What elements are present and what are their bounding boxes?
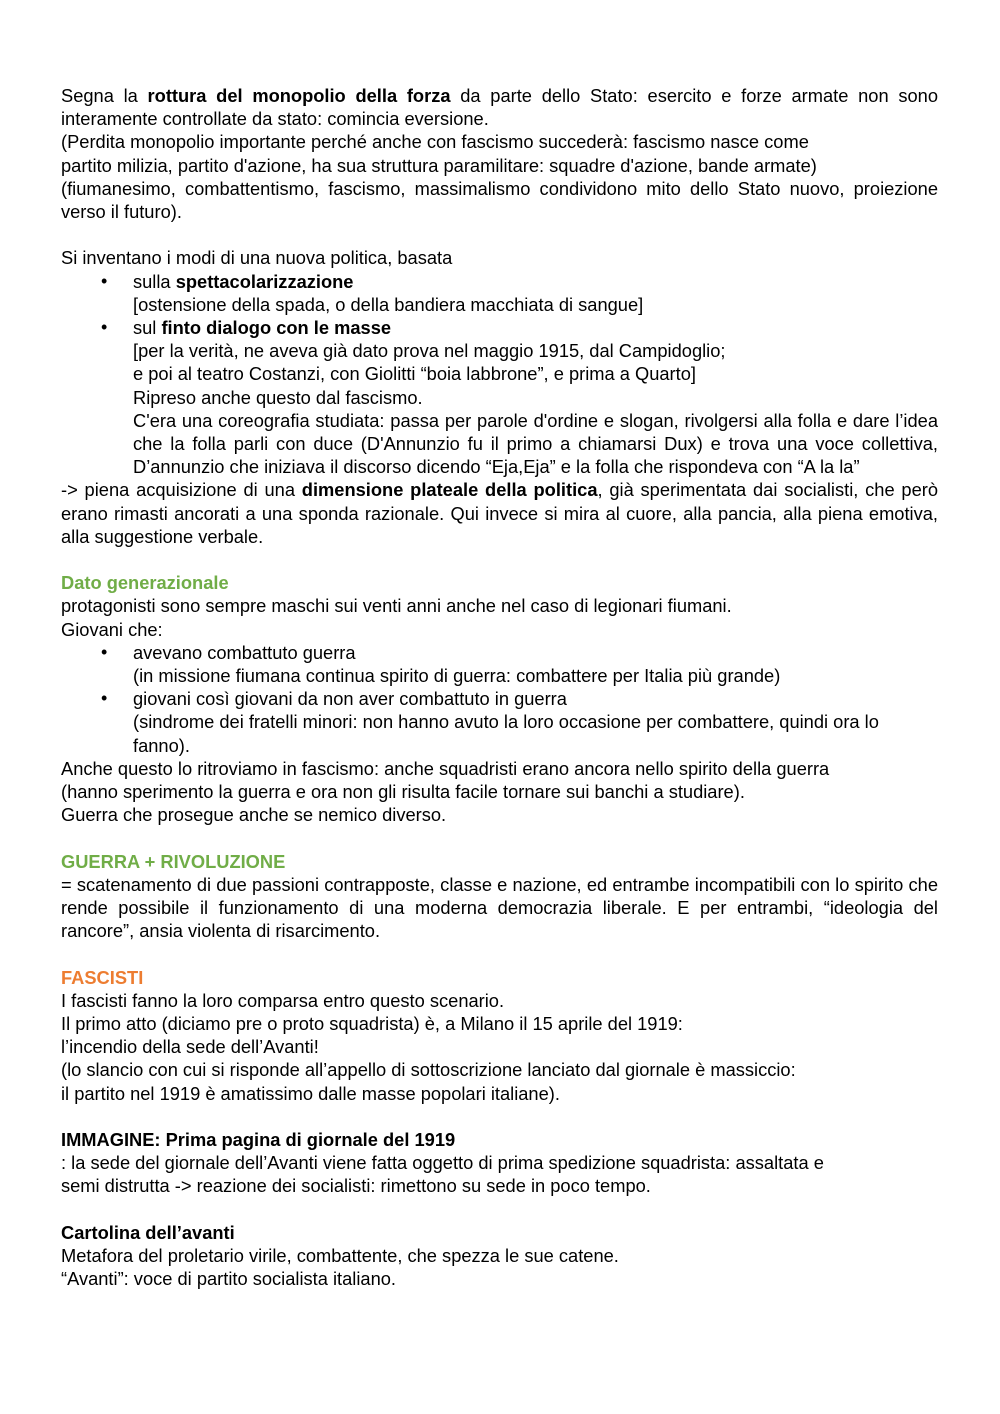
list-item — [61, 687, 938, 757]
item-detail: [per la verità, ne aveva già dato prova nel maggio 1915, dal Campidoglio; — [133, 340, 726, 362]
item-detail-paragraph: C'era una coreografia studiata: passa per parole d'ordine e slogan, rivolgersi alla folla e dare l’idea che la folla parli con duce (D'Annunzio fu il primo a chiamarsi Dux) e trova una voce collettiva, D’annunzio che iniziava il discorso dicendo “Eja,Eja” e la folla che rispondeva con “A la la” — [133, 409, 938, 478]
item-title: avevano combattuto guerra — [133, 641, 356, 663]
image-line: semi distrutta -> reazione dei socialisti: rimettono su sede in poco tempo. — [61, 1175, 651, 1197]
generational-list — [61, 641, 938, 757]
politics-conclusion — [61, 478, 938, 548]
spacer — [61, 826, 938, 849]
conclusion-text: -> piena acquisizione di una — [61, 479, 302, 501]
spacer — [61, 548, 938, 571]
item-prefix: sulla — [133, 270, 176, 292]
item-detail: e poi al teatro Costanzi, con Giolitti “boia labbrone”, e prima a Quarto] — [133, 363, 696, 385]
list-item — [61, 641, 938, 687]
fascists-line: l’incendio della sede dell’Avanti! — [61, 1036, 319, 1058]
image-line: : la sede del giornale dell’Avanti viene fatta oggetto di prima spedizione squadrista: assaltata e — [61, 1152, 824, 1174]
spacer — [61, 942, 938, 965]
intro-text: Segna la — [61, 85, 148, 106]
spacer — [61, 223, 938, 246]
intro-note-line-2: partito milizia, partito d'azione, ha sua struttura paramilitare: squadre d'azione, bande armate) — [61, 154, 817, 176]
list-item — [61, 316, 938, 478]
bullet-icon: • — [101, 270, 108, 291]
postcard-line: “Avanti”: voce di partito socialista italiano. — [61, 1268, 396, 1290]
spacer — [61, 1198, 938, 1221]
item-detail: (sindrome dei fratelli minori: non hanno avuto la loro occasione per combattere, quindi ora lo fanno). — [133, 711, 879, 756]
list-item — [61, 270, 938, 316]
fascists-line: il partito nel 1919 è amatissimo dalle masse popolari italiane). — [61, 1082, 560, 1104]
section-heading-fascists: FASCISTI — [61, 966, 144, 988]
intro-bold-text: rottura del monopolio della forza — [147, 85, 451, 106]
generational-line: protagonisti sono sempre maschi sui venti anni anche nel caso di legionari fiumani. — [61, 595, 732, 617]
postcard-line: Metafora del proletario virile, combattente, che spezza le sue catene. — [61, 1245, 619, 1267]
generational-after: Guerra che prosegue anche se nemico diverso. — [61, 804, 447, 826]
section-heading-image: IMMAGINE: Prima pagina di giornale del 1919 — [61, 1129, 456, 1151]
section-heading-postcard: Cartolina dell’avanti — [61, 1221, 235, 1243]
section-heading-generational: Dato generazionale — [61, 572, 229, 594]
conclusion-text-continued: , già sperimentata dai socialisti, che però erano rimasti ancorati a una sponda razionale. Qui invece si mira al cuore, alla pancia, alla piena emotiva, alla suggestione verbale. — [61, 479, 938, 547]
intro-text-continued: da parte dello Stato: esercito e forze armate non sono interamente controllate da stato: comincia eversione. — [61, 85, 939, 130]
politics-lead: Si inventano i modi di una nuova politica, basata — [61, 247, 453, 269]
bullet-icon: • — [101, 641, 108, 662]
bullet-icon: • — [101, 688, 108, 709]
intro-paragraph — [61, 84, 938, 130]
fascists-line: (lo slancio con cui si risponde all’appello di sottoscrizione lanciato dal giornale è massiccio: — [61, 1059, 796, 1081]
politics-list — [61, 270, 938, 479]
item-detail: Ripreso anche questo dal fascismo. — [133, 386, 423, 408]
intro-note-2: (fiumanesimo, combattentismo, fascismo, massimalismo condividono mito dello Stato nuovo, proiezione verso il futuro). — [61, 177, 938, 223]
item-title: giovani così giovani da non aver combattuto in guerra — [133, 688, 567, 710]
item-bold-title: finto dialogo con le masse — [161, 317, 392, 339]
item-detail: (in missione fiumana continua spirito di guerra: combattere per Italia più grande) — [133, 665, 781, 687]
generational-after: Anche questo lo ritroviamo in fascismo: anche squadristi erano ancora nello spirito della guerra — [61, 757, 830, 779]
intro-note-line-1: (Perdita monopolio importante perché anche con fascismo succederà: fascismo nasce come — [61, 131, 809, 153]
generational-line: Giovani che: — [61, 618, 163, 640]
generational-after: (hanno sperimento la guerra e ora non gli risulta facile tornare sui banchi a studiare). — [61, 781, 745, 803]
item-detail: [ostensione della spada, o della bandiera macchiata di sangue] — [133, 293, 644, 315]
war-revolution-text: = scatenamento di due passioni contrapposte, classe e nazione, ed entrambe incompatibili con lo spirito che rende possibile il funzionamento di una moderna democrazia liberale. E per entrambi, “ideologia del rancore”, ansia violenta di risarcimento. — [61, 873, 938, 942]
item-bold-title: spettacolarizzazione — [175, 270, 354, 292]
spacer — [61, 1105, 938, 1128]
fascists-line: Il primo atto (diciamo pre o proto squadrista) è, a Milano il 15 aprile del 1919: — [61, 1013, 683, 1035]
conclusion-bold-text: dimensione plateale della politica — [301, 479, 598, 501]
fascists-line: I fascisti fanno la loro comparsa entro questo scenario. — [61, 989, 505, 1011]
bullet-icon: • — [101, 317, 108, 338]
section-heading-war-revolution: GUERRA + RIVOLUZIONE — [61, 850, 286, 872]
item-prefix: sul — [133, 317, 162, 339]
